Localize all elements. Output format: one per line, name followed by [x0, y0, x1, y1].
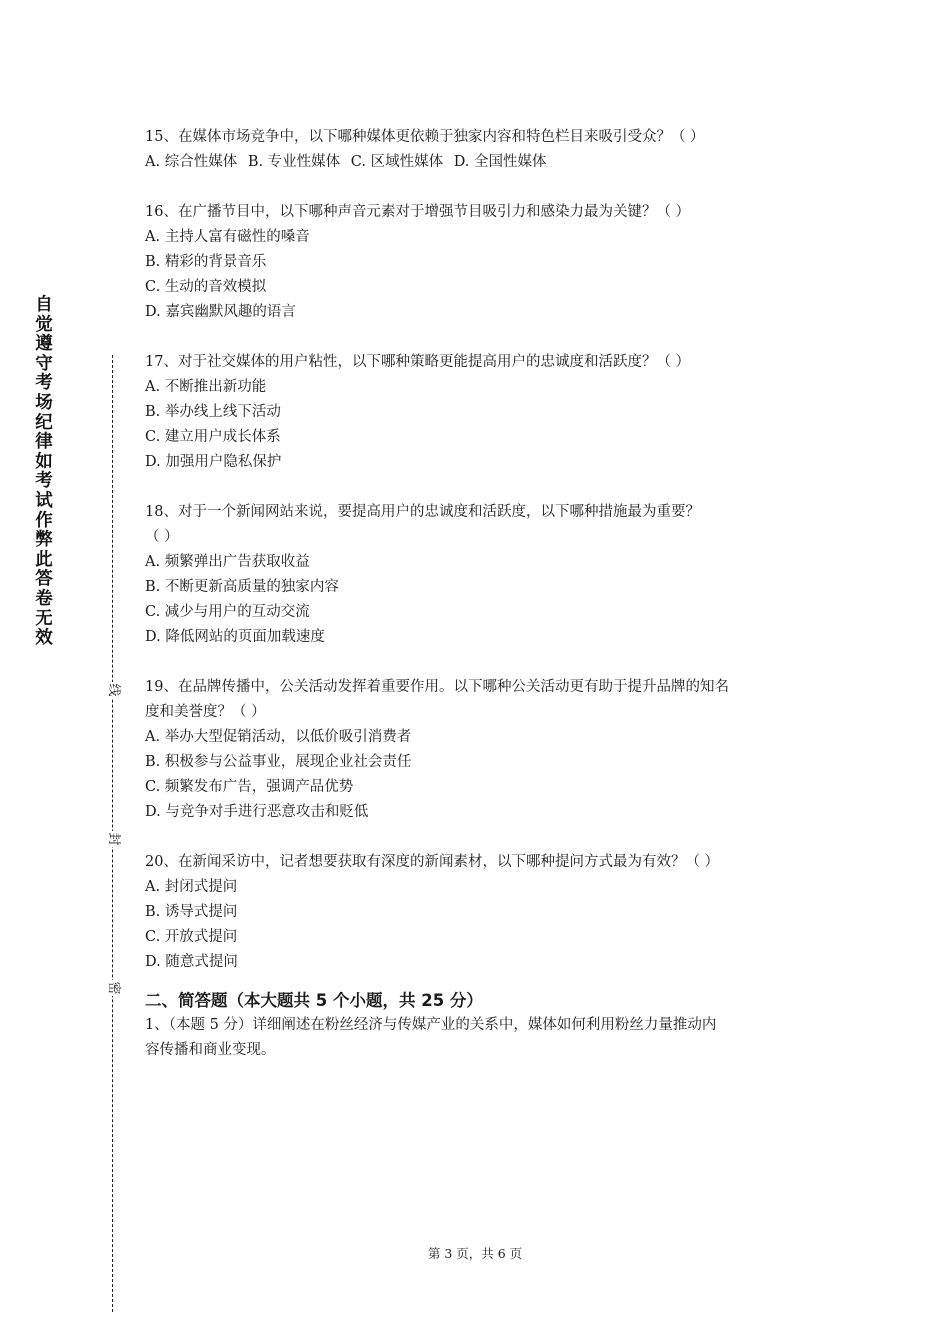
option-c[interactable]: C. 频繁发布广告，强调产品优势: [145, 779, 354, 795]
section-heading-short-answer: 二、简答题（本大题共 5 个小题，共 25 分）: [145, 991, 483, 1010]
option-c[interactable]: C. 开放式提问: [145, 929, 238, 945]
short-answer-question-1: 1、（本题 5 分）详细阐述在粉丝经济与传媒产业的关系中，媒体如何利用粉丝力量推动内: [145, 1017, 717, 1033]
question-stem: 16、在广播节目中，以下哪种声音元素对于增强节目吸引力和感染力最为关键？（ ）: [145, 204, 691, 220]
option-a[interactable]: A. 综合性媒体: [145, 154, 238, 170]
option-b[interactable]: B. 专业性媒体: [247, 154, 341, 170]
question-19: [145, 675, 815, 825]
option-b[interactable]: B. 不断更新高质量的独家内容: [145, 579, 339, 595]
option-a[interactable]: A. 频繁弹出广告获取收益: [145, 554, 310, 570]
option-a[interactable]: A. 不断推出新功能: [145, 379, 267, 395]
option-c[interactable]: C. 建立用户成长体系: [145, 429, 281, 445]
question-stem: 20、在新闻采访中，记者想要获取有深度的新闻素材，以下哪种提问方式最为有效？（ ）: [145, 854, 720, 870]
exam-discipline-warning: [33, 296, 55, 649]
option-b[interactable]: B. 举办线上线下活动: [145, 404, 281, 420]
warning-char: 纪: [35, 412, 53, 433]
option-c[interactable]: C. 区域性媒体: [350, 154, 444, 170]
warning-char: 守: [35, 353, 53, 374]
binding-mark-secret: 密: [106, 981, 121, 995]
question-18: [145, 500, 815, 650]
question-stem: 19、在品牌传播中，公关活动发挥着重要作用。以下哪种公关活动更有助于提升品牌的知名: [145, 679, 729, 695]
short-answer-question-1-continued: 容传播和商业变现。: [145, 1042, 276, 1058]
option-b[interactable]: B. 诱导式提问: [145, 904, 238, 920]
question-stem: 17、对于社交媒体的用户粘性，以下哪种策略更能提高用户的忠诚度和活跃度？（ ）: [145, 354, 691, 370]
question-17: [145, 350, 815, 475]
option-a[interactable]: A. 封闭式提问: [145, 879, 238, 895]
warning-char: 如: [35, 451, 53, 472]
warning-char: 此: [35, 549, 53, 570]
question-stem: 15、在媒体市场竞争中，以下哪种媒体更依赖于独家内容和特色栏目来吸引受众？（ ）: [145, 129, 705, 145]
option-d[interactable]: D. 加强用户隐私保护: [145, 454, 282, 470]
option-a[interactable]: A. 举办大型促销活动，以低价吸引消费者: [145, 729, 412, 745]
option-d[interactable]: D. 嘉宾幽默风趣的语言: [145, 304, 296, 320]
warning-char: 觉: [35, 314, 53, 335]
question-stem-continued: 度和美誉度？（ ）: [145, 704, 266, 720]
warning-char: 效: [35, 628, 53, 649]
question-16: [145, 200, 815, 325]
warning-char: 试: [35, 490, 53, 511]
question-stem-continued: （ ）: [145, 529, 179, 545]
warning-char: 作: [35, 510, 53, 531]
option-b[interactable]: B. 精彩的背景音乐: [145, 254, 267, 270]
question-options: [145, 150, 815, 175]
option-d[interactable]: D. 与竞争对手进行恶意攻击和贬低: [145, 804, 369, 820]
question-stem: 18、对于一个新闻网站来说，要提高用户的忠诚度和活跃度，以下哪种措施最为重要？: [145, 504, 700, 520]
warning-char: 律: [35, 432, 53, 453]
option-a[interactable]: A. 主持人富有磁性的嗓音: [145, 229, 310, 245]
binding-mark-line: 线: [106, 683, 121, 697]
option-d[interactable]: D. 全国性媒体: [453, 154, 547, 170]
warning-char: 自: [35, 295, 53, 315]
option-c[interactable]: C. 生动的音效模拟: [145, 279, 267, 295]
option-b[interactable]: B. 积极参与公益事业，展现企业社会责任: [145, 754, 412, 770]
question-20: [145, 850, 815, 975]
warning-char: 考: [35, 471, 53, 492]
page-number: 第 3 页，共 6 页: [427, 1246, 523, 1261]
warning-char: 无: [35, 608, 53, 629]
warning-char: 答: [35, 569, 53, 590]
exam-content: [145, 125, 815, 1063]
warning-char: 考: [35, 373, 53, 394]
option-d[interactable]: D. 随意式提问: [145, 954, 238, 970]
warning-char: 弊: [35, 530, 53, 551]
binding-mark-seal: 封: [106, 832, 121, 846]
option-c[interactable]: C. 减少与用户的互动交流: [145, 604, 310, 620]
question-15: [145, 125, 815, 175]
warning-char: 卷: [35, 588, 53, 609]
warning-char: 场: [35, 392, 53, 413]
option-d[interactable]: D. 降低网站的页面加载速度: [145, 629, 325, 645]
warning-char: 遵: [35, 334, 53, 355]
